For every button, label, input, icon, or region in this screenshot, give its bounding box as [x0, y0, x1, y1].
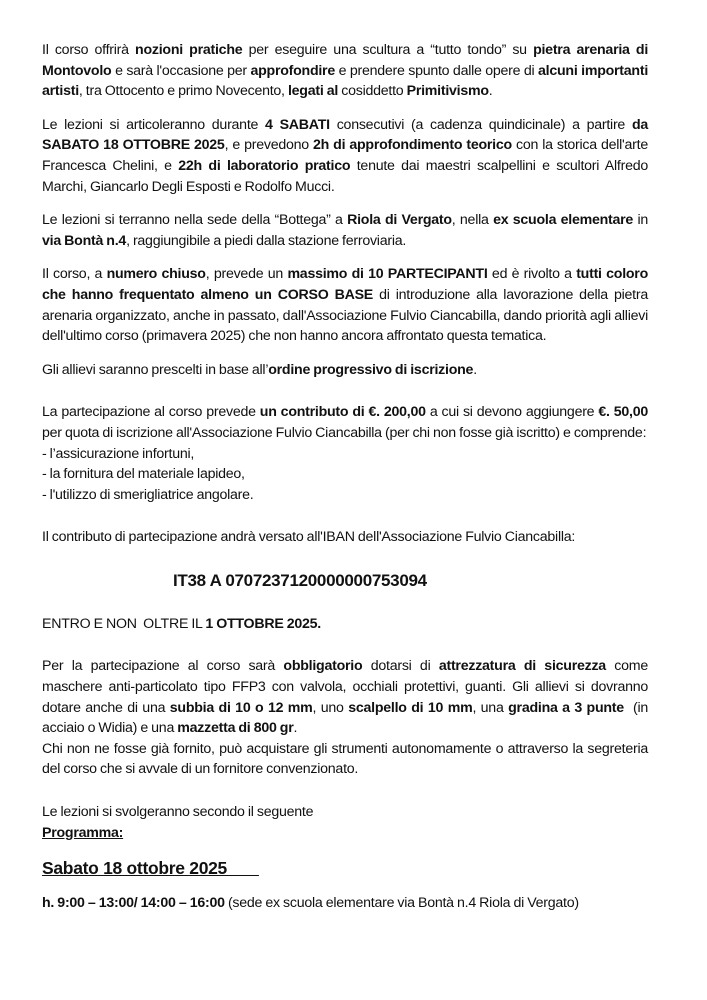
text: , raggiungibile a piedi dalla stazione ferroviaria.: [126, 232, 407, 249]
paragraph-fees: [42, 402, 648, 443]
program-day-heading: [42, 856, 648, 880]
spacer: [42, 880, 648, 893]
spacer: [42, 592, 648, 614]
bold-text: numero chiuso: [106, 266, 206, 283]
text: La partecipazione al corso prevede: [42, 404, 260, 421]
program-heading-text: Programma:: [42, 824, 124, 841]
bold-text: via Bontà n.4: [42, 232, 127, 249]
iban-code: IT38 A 0707237120000000753094: [173, 570, 427, 590]
program-hours: [42, 893, 648, 914]
program-intro: Le lezioni si svolgeranno secondo il seguente: [42, 804, 314, 821]
spacer: [42, 380, 648, 402]
text: , uno: [312, 699, 349, 716]
bold-text: 4 SABATI: [265, 116, 330, 133]
paragraph-participants: [42, 264, 648, 346]
deadline-date: 1 OTTOBRE 2025.: [205, 615, 321, 632]
bold-text: 2h di approfondimento teorico: [313, 137, 512, 154]
payment-deadline: [42, 614, 648, 635]
day-date: Sabato 18 ottobre 2025: [42, 858, 227, 879]
bold-text: tutti coloro che hanno frequentato almeno un CORSO BASE: [42, 266, 648, 303]
text: per eseguire una scultura a “tutto tondo” su: [242, 42, 534, 58]
spacer: [42, 197, 648, 210]
spacer: [42, 505, 648, 527]
text: , tra Ottocento e primo Novecento,: [78, 83, 288, 100]
bold-text: nozioni pratiche: [135, 42, 243, 58]
hours-location: (sede ex scuola elementare via Bontà n.4 Riola di Vergato): [224, 895, 579, 912]
spacer: [42, 634, 648, 656]
bold-text: massimo di 10 PARTECIPANTI: [287, 266, 488, 283]
text: in: [633, 212, 649, 229]
text: , prevede un: [205, 266, 288, 283]
bold-text: gradina a 3 punte: [508, 699, 624, 716]
spacer: [42, 843, 648, 856]
document-page: [42, 40, 652, 914]
bold-text: attrezzatura di sicurezza: [438, 658, 606, 675]
bold-text: da SABATO 18 OTTOBRE 2025: [42, 116, 648, 154]
text: Le lezioni si articoleranno durante: [42, 116, 266, 133]
paragraph-location: [42, 210, 648, 251]
bold-text: Riola di Vergato: [347, 212, 452, 229]
text: (in acciaio o Widia) e una: [42, 699, 652, 737]
text: ed è rivolto a: [487, 266, 577, 283]
paragraph-equipment: [42, 656, 652, 738]
text: Il corso, a: [42, 266, 107, 283]
paragraph-intro: [42, 40, 648, 102]
text: e prendere spunto dalle opere di: [334, 62, 539, 79]
text: , una: [472, 699, 509, 716]
text: .: [473, 361, 477, 378]
text: Le lezioni si terranno nella sede della “Bottega” a: [42, 212, 348, 229]
text: come maschere anti-particolato tipo FFP3 con valvola, occhiali protettivi, guanti. Gli allievi si dovranno dotare anche di una: [42, 658, 648, 716]
bold-text: 22h di laboratorio pratico: [178, 157, 351, 174]
fees-include-item: - la fornitura del materiale lapideo,: [42, 466, 245, 483]
paragraph-payment: Il contributo di partecipazione andrà versato all'IBAN dell'Associazione Fulvio Ciancabilla:: [42, 529, 576, 546]
bold-text: ex scuola elementare: [493, 212, 634, 229]
text: di introduzione alla lavorazione della pietra arenaria organizzato, anche in passato, dall'Associazione Fulvio Ciancabilla, dando priorità agli allievi dell'ultimo corso (primavera 2025) che non hanno ancora affrontato questa tematica.: [42, 286, 648, 345]
text: consecutivi (a cadenza quindicinale) a partire: [329, 116, 632, 133]
text: Per la partecipazione al corso sarà: [42, 658, 284, 675]
text: , e prevedono: [224, 137, 313, 154]
underline-pad: [227, 858, 259, 878]
hours-text: h. 9:00 – 13:00/ 14:00 – 16:00: [42, 895, 225, 912]
bold-text: approfondire: [250, 62, 335, 79]
text: e sarà l'occasione per: [111, 62, 251, 79]
program-heading: [42, 823, 648, 844]
bold-text: legati al: [287, 83, 339, 100]
text: dotarsi di: [362, 658, 439, 675]
paragraph-schedule: [42, 115, 648, 197]
bold-text: €. 50,00: [598, 404, 649, 421]
paragraph-equipment-note: Chi non ne fosse già fornito, può acquistare gli strumenti autonomamente o attraverso la segreteria del corso che si avvale di un fornitore convenzionato.: [42, 740, 648, 778]
text: a cui si devono aggiungere: [425, 404, 599, 421]
spacer: [42, 102, 648, 115]
text: tenute dai maestri scalpellini e scultori Alfredo Marchi, Giancarlo Degli Esposti e Rodolfo Mucci.: [42, 157, 649, 195]
text: .: [488, 83, 493, 100]
spacer: [42, 347, 648, 360]
text: .: [293, 720, 298, 737]
spacer: [42, 548, 648, 570]
fees-include-item: - l’assicurazione infortuni,: [42, 445, 195, 462]
bold-text: pietra arenaria di Montovolo: [42, 42, 649, 79]
paragraph-selection: [42, 360, 648, 381]
bold-text: subbia di 10 o 12 mm: [169, 699, 313, 716]
text: con la storica dell'arte Francesca Chelini, e: [42, 137, 648, 174]
bold-text: un contributo di €. 200,00: [259, 404, 426, 421]
bold-text: alcuni importanti artisti: [42, 62, 649, 100]
text: Il corso offrirà: [42, 42, 136, 58]
fees-include-item: - l'utilizzo di smerigliatrice angolare.: [42, 486, 254, 503]
text: cosiddetto: [338, 83, 407, 100]
text: Gli allievi saranno prescelti in base all’: [42, 361, 269, 378]
spacer: [42, 251, 648, 264]
bold-text: obbligatorio: [283, 658, 363, 675]
bold-text: ordine progressivo di iscrizione: [268, 361, 474, 378]
text: per quota di iscrizione all'Associazione Fulvio Ciancabilla (per chi non fosse già iscritto) e comprende:: [42, 424, 647, 441]
bold-text: mazzetta di 800 gr: [177, 720, 294, 737]
text: ENTRO E NON OLTRE IL: [42, 615, 206, 632]
text: , nella: [451, 212, 494, 229]
spacer: [42, 780, 648, 802]
bold-text: scalpello di 10 mm: [348, 699, 473, 716]
bold-text: Primitivismo: [406, 83, 489, 100]
